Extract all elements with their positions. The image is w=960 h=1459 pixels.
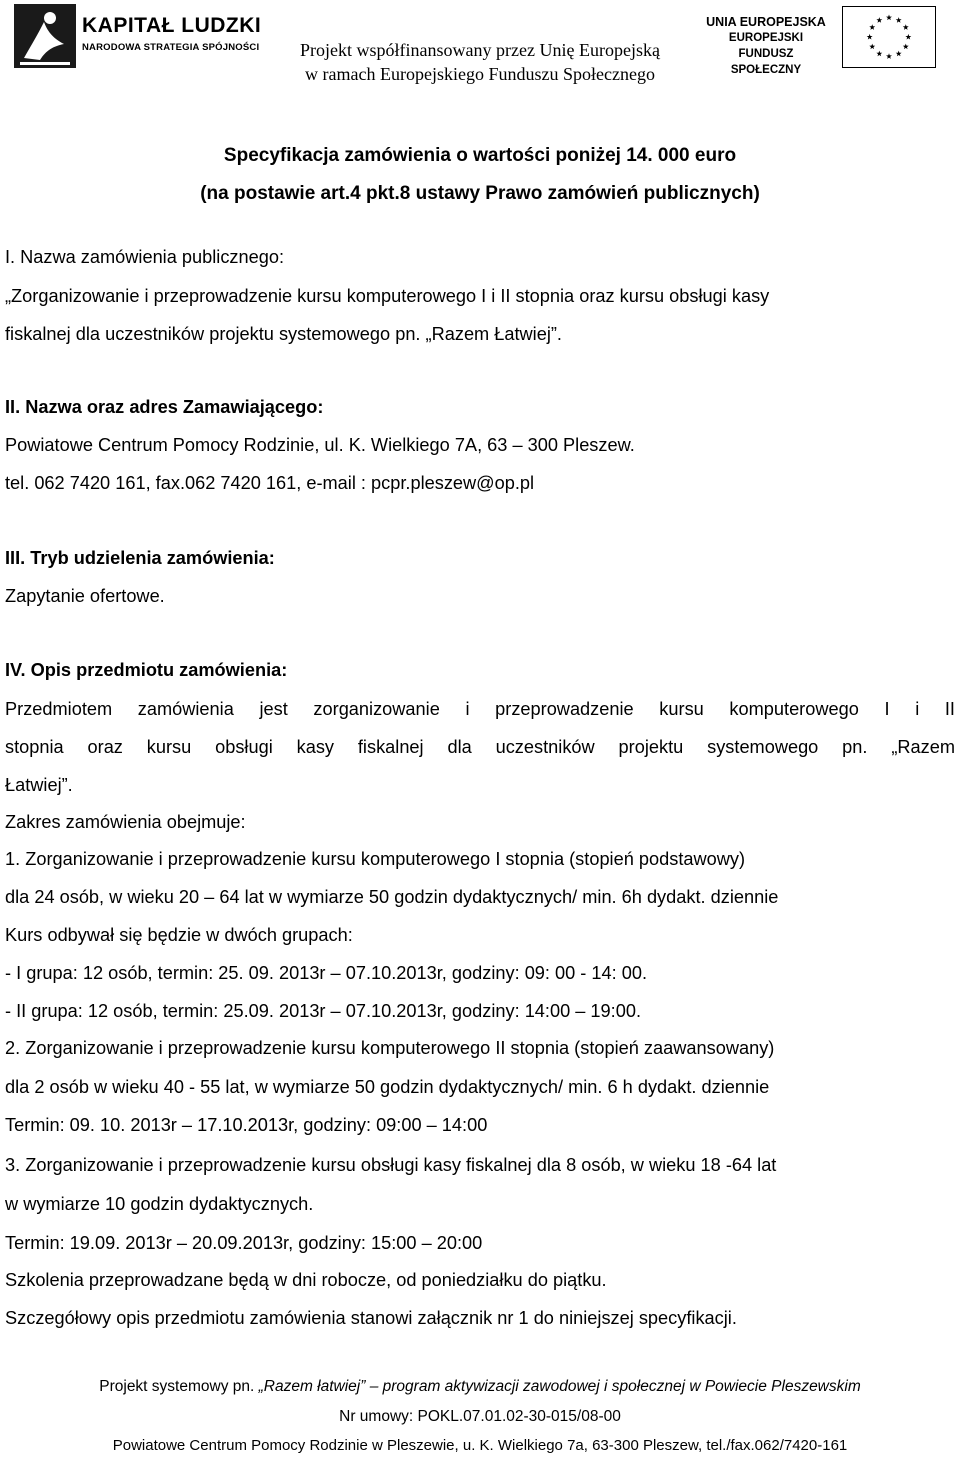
section-1-heading: I. Nazwa zamówienia publicznego: (5, 247, 285, 267)
section-2-address: Powiatowe Centrum Pomocy Rodzinie, ul. K. Wielkiego 7A, 63 – 300 Pleszew. (5, 435, 635, 455)
item-1-line-3: Kurs odbywał się będzie w dwóch grupach: (5, 925, 353, 945)
eu-fund-label (702, 14, 830, 78)
item-2-line-3: Termin: 09. 10. 2013r – 17.10.2013r, godziny: 09:00 – 14:00 (5, 1115, 488, 1135)
section-1-line-2: fiskalnej dla uczestników projektu systemowego pn. „Razem Łatwiej”. (5, 324, 562, 344)
section-4-paragraph-line-2: stopnia oraz kursu obsługi kasy fiskalnej dla uczestników projektu systemowego pn. „Razem (5, 737, 955, 757)
eu-star-icon (869, 44, 875, 50)
item-3-line-3: Termin: 19.09. 2013r – 20.09.2013r, godziny: 15:00 – 20:00 (5, 1233, 483, 1253)
kapital-ludzki-emblem-icon (14, 4, 76, 68)
item-1-group-2: - II grupa: 12 osób, termin: 25.09. 2013r – 07.10.2013r, godziny: 14:00 – 19:00. (5, 1001, 641, 1021)
item-2-line-2: dla 2 osób w wieku 40 - 55 lat, w wymiarze 50 godzin dydaktycznych/ min. 6 h dydakt. dziennie (5, 1077, 770, 1097)
section-3-text: Zapytanie ofertowe. (5, 586, 165, 606)
page-header (0, 0, 960, 110)
section-4-heading: IV. Opis przedmiotu zamówienia: (5, 660, 288, 680)
item-2-line-1: 2. Zorganizowanie i przeprowadzenie kursu komputerowego II stopnia (stopień zaawansowany) (5, 1038, 775, 1058)
section-1-line-1: „Zorganizowanie i przeprowadzenie kursu komputerowego I i II stopnia oraz kursu obsługi kasy (5, 286, 770, 306)
section-4-paragraph-line-3: Łatwiej”. (5, 775, 73, 795)
eu-star-icon (903, 24, 909, 30)
item-1-line-2: dla 24 osób, w wieku 20 – 64 lat w wymiarze 50 godzin dydaktycznych/ min. 6h dydakt. dziennie (5, 887, 779, 907)
scope-label: Zakres zamówienia obejmuje: (5, 812, 246, 832)
footer-address: Powiatowe Centrum Pomocy Rodzinie w Pleszewie, u. K. Wielkiego 7a, 63-300 Pleszew, tel./fax.062/7420-161 (112, 1437, 848, 1454)
note-attachment: Szczegółowy opis przedmiotu zamówienia stanowi załącznik nr 1 do niniejszej specyfikacji. (5, 1308, 737, 1328)
kapital-ludzki-subtitle: NARODOWA STRATEGIA SPÓJNOŚCI (82, 42, 260, 53)
eu-label-line-3: FUNDUSZ SPOŁECZNY (730, 48, 802, 76)
eu-flag-icon (842, 6, 936, 68)
eu-star-icon (903, 44, 909, 50)
eu-star-icon (896, 17, 902, 23)
document-title-line-2: (na postawie art.4 pkt.8 ustawy Prawo zamówień publicznych) (200, 183, 760, 204)
cofinancing-line-1: Projekt współfinansowany przez Unię Europejską (300, 40, 660, 60)
footer-project-name: „Razem łatwiej” – program aktywizacji zawodowej i społecznej w Powiecie Pleszewskim (258, 1378, 861, 1395)
footer-contract-number: Nr umowy: POKL.07.01.02-30-015/08-00 (339, 1408, 621, 1425)
eu-star-icon (867, 34, 873, 40)
section-2-contact: tel. 062 7420 161, fax.062 7420 161, e-mail : pcpr.pleszew@op.pl (5, 473, 535, 493)
item-1-group-1: - I grupa: 12 osób, termin: 25. 09. 2013r – 07.10.2013r, godziny: 09: 00 - 14: 00. (5, 963, 648, 983)
eu-star-icon (886, 15, 892, 21)
cofinancing-line-2: w ramach Europejskiego Funduszu Społecznego (305, 64, 655, 84)
item-1-line-1: 1. Zorganizowanie i przeprowadzenie kursu komputerowego I stopnia (stopień podstawowy) (5, 849, 746, 869)
item-3-line-2: w wymiarze 10 godzin dydaktycznych. (5, 1194, 314, 1214)
eu-label-line-1: UNIA EUROPEJSKA (706, 15, 826, 29)
cofinancing-note (270, 38, 690, 86)
eu-star-icon (896, 51, 902, 57)
eu-label-line-2: EUROPEJSKI (728, 32, 804, 44)
footer-project (0, 1378, 960, 1396)
eu-star-icon (905, 34, 911, 40)
document-title-line-1: Specyfikacja zamówienia o wartości poniżej 14. 000 euro (223, 145, 737, 166)
section-3-heading: III. Tryb udzielenia zamówienia: (5, 548, 275, 568)
kapital-ludzki-logo (14, 4, 262, 68)
kapital-ludzki-title: KAPITAŁ LUDZKI (82, 14, 262, 37)
eu-star-icon (876, 51, 882, 57)
note-working-days: Szkolenia przeprowadzane będą w dni robocze, od poniedziałku do piątku. (5, 1270, 607, 1290)
eu-star-icon (886, 53, 892, 59)
section-4-paragraph-line-1: Przedmiotem zamówienia jest zorganizowanie i przeprowadzenie kursu komputerowego I i II (5, 699, 955, 719)
item-3-line-1: 3. Zorganizowanie i przeprowadzenie kursu obsługi kasy fiskalnej dla 8 osób, w wieku 18 -64 lat (5, 1155, 777, 1175)
footer-project-prefix: Projekt systemowy pn. (99, 1378, 259, 1395)
eu-star-icon (876, 17, 882, 23)
section-2-heading: II. Nazwa oraz adres Zamawiającego: (5, 397, 324, 417)
eu-star-icon (869, 24, 875, 30)
